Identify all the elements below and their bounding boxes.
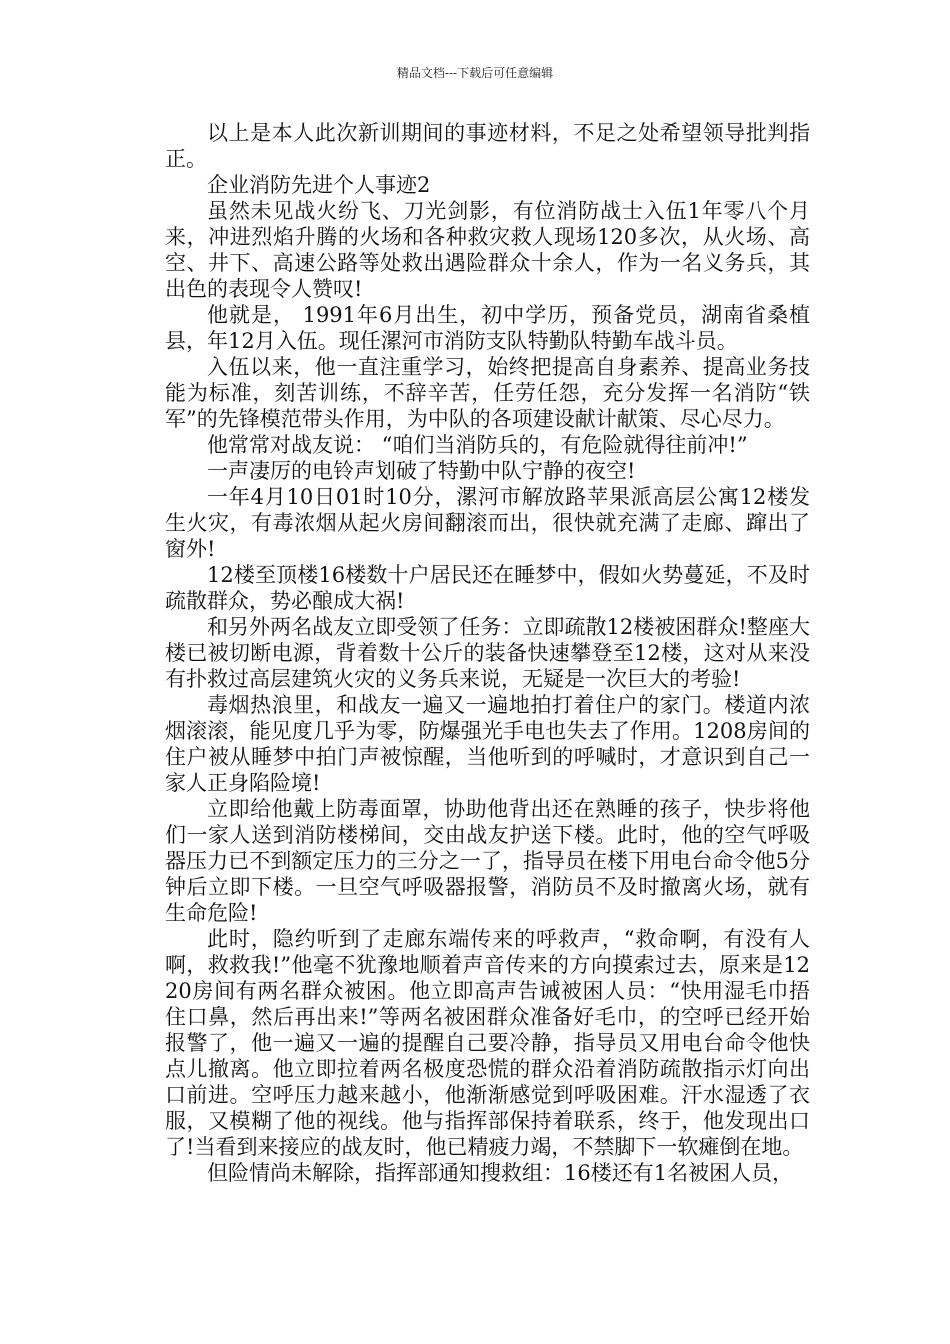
- paragraph: 此时，隐约听到了走廊东端传来的呼救声，“救命啊，有没有人啊，救救我!”他毫不犹豫地顺着声音传来的方向摸索过去，原来是1220房间有两名群众被困。他立即高声告诫被困人员：“快用湿毛巾捂住口鼻，然后再出来!”等两名被困群众准备好毛巾，的空呼已经开始报警了，他一遍又一遍的提醒自己要冷静，指导员又用电台命令他快点儿撤离。他立即拉着两名极度恐慌的群众沿着消防疏散指示灯向出口前进。空呼压力越来越小，他渐渐感觉到呼吸困难。汗水湿透了衣服，又模糊了他的视线。他与指挥部保持着联系，终于，他发现出口了!当看到来接应的战友时，他已精疲力竭，不禁脚下一软瘫倒在地。: [165, 927, 810, 1159]
- section-title: 企业消防先进个人事迹2: [207, 173, 431, 197]
- document-body: [165, 120, 810, 1186]
- paragraph: 以上是本人此次新训期间的事迹材料，不足之处希望领导批判指正。: [165, 121, 810, 171]
- paragraph: 但险情尚未解除，指挥部通知搜救组：16楼还有1名被困人员，: [207, 1161, 794, 1185]
- paragraph: 他常常对战友说： “咱们当消防兵的，有危险就得往前冲!”: [207, 433, 748, 457]
- paragraph: 他就是， 1991年6月出生，初中学历，预备党员，湖南省桑植县，年12月入伍。现任漯河市消防支队特勤队特勤车战斗员。: [165, 303, 810, 353]
- paragraph: 入伍以来，他一直注重学习，始终把提高自身素养、提高业务技能为标准，刻苦训练，不辞辛苦，任劳任怨，充分发挥一名消防“铁军”的先锋模范带头作用，为中队的各项建设献计献策、尽心尽力。: [165, 355, 810, 431]
- paragraph: 毒烟热浪里，和战友一遍又一遍地拍打着住户的家门。楼道内浓烟滚滚，能见度几乎为零，防爆强光手电也失去了作用。1208房间的住户被从睡梦中拍门声被惊醒，当他听到的呼喊时，才意识到自己一家人正身陷险境!: [165, 693, 810, 795]
- paragraph: 12楼至顶楼16楼数十户居民还在睡梦中，假如火势蔓延，不及时疏散群众，势必酿成大祸!: [165, 563, 810, 613]
- paragraph: 立即给他戴上防毒面罩，协助他背出还在熟睡的孩子，快步将他们一家人送到消防楼梯间，交由战友护送下楼。此时，他的空气呼吸器压力已不到额定压力的三分之一了，指导员在楼下用电台命令他5分钟后立即下楼。一旦空气呼吸器报警，消防员不及时撤离火场，就有生命危险!: [165, 797, 810, 925]
- page-header: 精品文档---下载后可任意编辑: [396, 66, 554, 80]
- paragraph: 虽然未见战火纷飞、刀光剑影，有位消防战士入伍1年零八个月来，冲进烈焰升腾的火场和各种救灾救人现场120多次，从火场、高空、井下、高速公路等处救出遇险群众十余人，作为一名义务兵，其出色的表现令人赞叹!: [165, 199, 810, 301]
- paragraph: 一声凄厉的电铃声划破了特勤中队宁静的夜空!: [207, 459, 636, 483]
- paragraph: 和另外两名战友立即受领了任务：立即疏散12楼被困群众!整座大楼已被切断电源，背着数十公斤的装备快速攀登至12楼，这对从来没有扑救过高层建筑火灾的义务兵来说，无疑是一次巨大的考验!: [165, 615, 810, 691]
- paragraph: 一年4月10日01时10分，漯河市解放路苹果派高层公寓12楼发生火灾，有毒浓烟从起火房间翻滚而出，很快就充满了走廊、蹿出了窗外!: [165, 485, 810, 561]
